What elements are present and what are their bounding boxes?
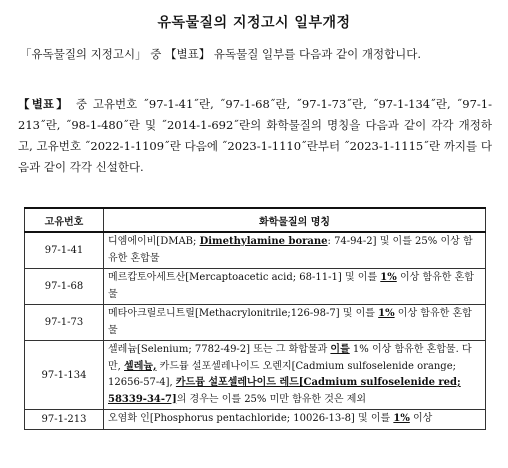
intro-text: 「유독물질의 지정고시」 중 【별표】 유독물질 일부를 다음과 같이 개정합니다. [20,47,422,61]
table-row [25,269,486,305]
header-name: 화학물질의 명칭 [104,208,486,232]
table-row [25,232,486,269]
row-code: 97-1-213 [25,410,104,430]
header-code: 고유번호 [25,208,104,232]
row-code: 97-1-73 [25,305,104,341]
row-name: 셀레늄[Selenium; 7782-49-2] 또는 그 화합물과 이를 1% 이상 함유한 혼합물. 다만, 셀레늄, 카드뮴 설포셀레나이드 오렌지[Cadmium sulfoselenide orange; 12656-57-4], 카드뮴 설포셀레나이드 레드[Cadmium sulfoselenide red; 58339-34-7]의 경우는 이를 25% 미만 함유한 것은 제외 [104,341,486,410]
appendix-tag: 【별표】 [18,97,70,111]
row-name: 메타아크릴로니트릴[Methacrylonitrile;126-98-7] 및 이를 1% 이상 함유한 혼합물 [104,305,486,341]
row-name: 디엠에이비[DMAB; Dimethylamine borane: 74-94-2] 및 이를 25% 이상 함유한 혼합물 [104,232,486,269]
table-row [25,341,486,410]
amendment-paragraph [18,94,492,178]
row-code: 97-1-41 [25,232,104,269]
table-row [25,410,486,430]
document-title: 유독물질의 지정고시 일부개정 [157,15,351,31]
row-name: 오염화 인[Phosphorus pentachloride; 10026-13-8] 및 이를 1% 이상 [104,410,486,430]
row-code: 97-1-68 [25,269,104,305]
chemical-table [24,207,486,430]
amendment-text: 중 고유번호 ˝97-1-41˝란, ˝97-1-68˝란, ˝97-1-73˝란, ˝97-1-134˝란, ˝97-1-213˝란, ˝98-1-480˝란 및 ˝2014-1-692˝란의 화학물질의 명칭을 다음과 같이 각각 개정하고, 고유번호 ˝2022-1-1109˝란 다음에 ˝2023-1-1110˝란부터 ˝2023-1-1115˝란 까지를 다음과 같이 각각 신설한다. [18,97,492,174]
table-row [25,305,486,341]
row-code: 97-1-134 [25,341,104,410]
table-header-row [25,208,486,232]
row-name: 메르캅토아세트산[Mercaptoacetic acid; 68-11-1] 및 이를 1% 이상 함유한 혼합물 [104,269,486,305]
